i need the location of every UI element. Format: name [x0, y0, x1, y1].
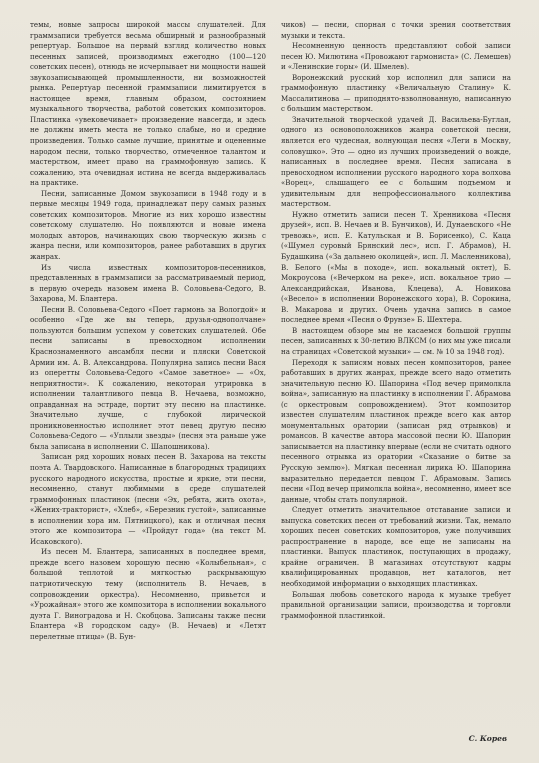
- paragraph: Воронежский русский хор исполнил для записи на граммофонную пластинку «Величальную Сталину» К. Массалитинова — приподнято-взволнованную, написанную с большим мастерством.: [281, 72, 511, 114]
- paragraph: Большая любовь советского народа к музыке требует правильной организации записи, производства и торговли граммофонной пластинкой.: [281, 589, 511, 620]
- left-column: [30, 20, 266, 642]
- paragraph: чиков) — песни, спорная с точки зрения соответствия музыки и текста.: [281, 20, 511, 40]
- paragraph: Песни, записанные Домом звукозаписи в 1948 году и в первые месяцы 1949 года, принадлежат перу самых разных советских композиторов. Многие из них хорошо известны советскому слушателю. Но появляются и новые имена молодых авторов, начинающих свою творческую жизнь с жанра песни, или композиторов, ранее работавших в других жанрах.: [30, 188, 266, 262]
- author-signature: С. Корев: [468, 734, 507, 743]
- right-column: [281, 20, 511, 621]
- paragraph: Нужно отметить записи песен Т. Хренникова «Песня друзей», исп. В. Нечаев и В. Бунчиков), И. Дунаевского «Не тревожь», исп. Е. Катульская и В. Борисенко), С. Каца («Шумел суровый Брянский лес», исп. Г. Абрамов), Н. Будашкина («За дальнею околицей», исп. Л. Масленникова), В. Белого («Мы в походе», исп. вокальный октет), Б. Мокроусова («Вечерком на реке», исп. вокальное трио — Александрийская, Иванова, Клецева), А. Новикова («Весело» в исполнении Воронежского хора), В. Сорокина, В. Макарова и других. Очень удачна запись в самое последнее время «Песня о Фрунзе» Б. Шехтера.: [281, 209, 511, 325]
- paragraph: Следует отметить значительное отставание записи и выпуска советских песен от требований жизни. Так, немало хороших песен советских композиторов, уже получивших распространение в народе, все еще не записаны на пластинки. Выпуск пластинок, поступающих в продажу, крайне ограничен. В магазинах отсутствуют кадры квалифицированных продавцов, нет каталогов, нет необходимой информации о выходящих пластинках.: [281, 505, 511, 588]
- paragraph: темы, новые запросы широкой массы слушателей. Для граммзаписи требуется весьма обширный и разнообразный репертуар. Большое на первый взгляд количество новых песенных записей, производимых ежегодно (100—120 советских песен), отнюдь не исчерпывает ни мощности нашей звукозаписывающей промышленности, ни возможностей рынка. Репертуар песенной граммзаписи лимитируется в настоящее время, главным образом, состоянием музыкального творчества, работой советских композиторов. Пластинка «увековечивает» произведение навсегда, и здесь не должны иметь места не только слабые, но и средние произведения. Только самые лучшие, принятые и оцененные народом песни, только творчество, отмеченное талантом и мастерством, имеет право на граммофонную запись. К сожалению, эта очевидная истина не всегда выдерживалась на практике.: [30, 20, 266, 188]
- paragraph: Переходя к записям новых песен композиторов, ранее работавших в других жанрах, прежде всего надо отметить значительную песню Ю. Шапорина «Под вечер примолкла война», записанную на пластинку в исполнении Г. Абрамова (с оркестровым сопровождением). Этот композитор известен слушателям пластинок прежде всего как автор монументальных оратории (записан ряд отрывков) и романсов. В качестве автора массовой песни Ю. Шапорин записывается на пластинку впервые (если не считать одного песенного отрывка из оратории «Сказание о битве за Русскую землю»). Мягкая песенная лирика Ю. Шапорина выразительно передается певцом Г. Абрамовым. Запись песни «Под вечер примолкла война», несомненно, имеет все данные, чтобы стать популярной.: [281, 357, 511, 504]
- paragraph: В настоящем обзоре мы не касаемся большой группы песен, записанных к 30-летию ВЛКСМ (о них мы уже писали на страницах «Советской музыки» — см. № 10 за 1948 год).: [281, 325, 511, 356]
- paragraph: Значительной творческой удачей Д. Васильева-Буглая, одного из основоположников жанра советской песни, является его чудесная, волнующая песня «Леги в Москву, соловушко». Это — одно из лучших произведений о вожде, написанных в последнее время. Песня записана в превосходном исполнении русского народного хора волхова «Ворец», слышащего ее с большим подъемом и удивительным для непрофессионального коллектива мастерством.: [281, 114, 511, 209]
- paragraph: Записан ряд хороших новых песен В. Захарова на тексты поэта А. Твардовского. Написанные в благородных традициях русского народного искусства, простые и яркие, эти песни, несомненно, станут любимыми в среде слушателей граммофонных пластинок (песни «Эх, ребята, жить охота», «Жених-тракторист», «Хлеб», «Березник густой», записанные в исполнении хора им. Пятницкого), как и отличная песня этого же композитора — «Пройдут года» (на текст М. Исаковского).: [30, 452, 266, 546]
- paragraph: Песни В. Соловьева-Седого «Поет гармонь за Вологдой» и особенно «Где же вы теперь, друзья-однополчане» пользуются большим успехом у советских слушателей. Обе песни записаны в превосходном исполнении Краснознаменного ансамбля песни и пляски Советской Армии им. А. В. Александрова. Популярна запись песни Вася из оперетты Соловьева-Седого «Самое заветное» — «Ох, неприятности». К сожалению, некоторая утрировка в исполнении талантливого певца В. Нечаева, возможно, оправданная на эстраде, портит эту песню на пластинке. Значительно лучше, с глубокой лирической проникновенностью исполняет этот певец другую песню Соловьева-Седого — «Уплыли звезды» (песня эта раньше уже была записана в исполнении С. Шапошникова).: [30, 304, 266, 451]
- paragraph: Из песен М. Блантера, записанных в последнее время, прежде всего назовем хорошую песню «Колыбельная», с большой теплотой и мягкостью раскрывающую патриотическую тему (исполнитель В. Нечаев, в сопровождении оркестра). Несомненно, привьется и «Урожайная» этого же композитора в исполнении вокального дуэта Г. Виноградова и Н. Скобцова. Записаны также песни Блантера «В городском саду» (В. Нечаев) и «Летят перелетные птицы» (В. Бун-: [30, 547, 266, 641]
- paragraph: Из числа известных композиторов-песенников, представленных в граммзаписи за рассматриваемый период, в первую очередь назовем имена В. Соловьева-Седого, В. Захарова, М. Блантера.: [30, 262, 266, 304]
- paragraph: Несомненную ценность представляют собой записи песен Ю. Милютина «Провожают гармониста» (С. Лемешев) и «Ленинские горы» (И. Шмелев).: [281, 41, 511, 72]
